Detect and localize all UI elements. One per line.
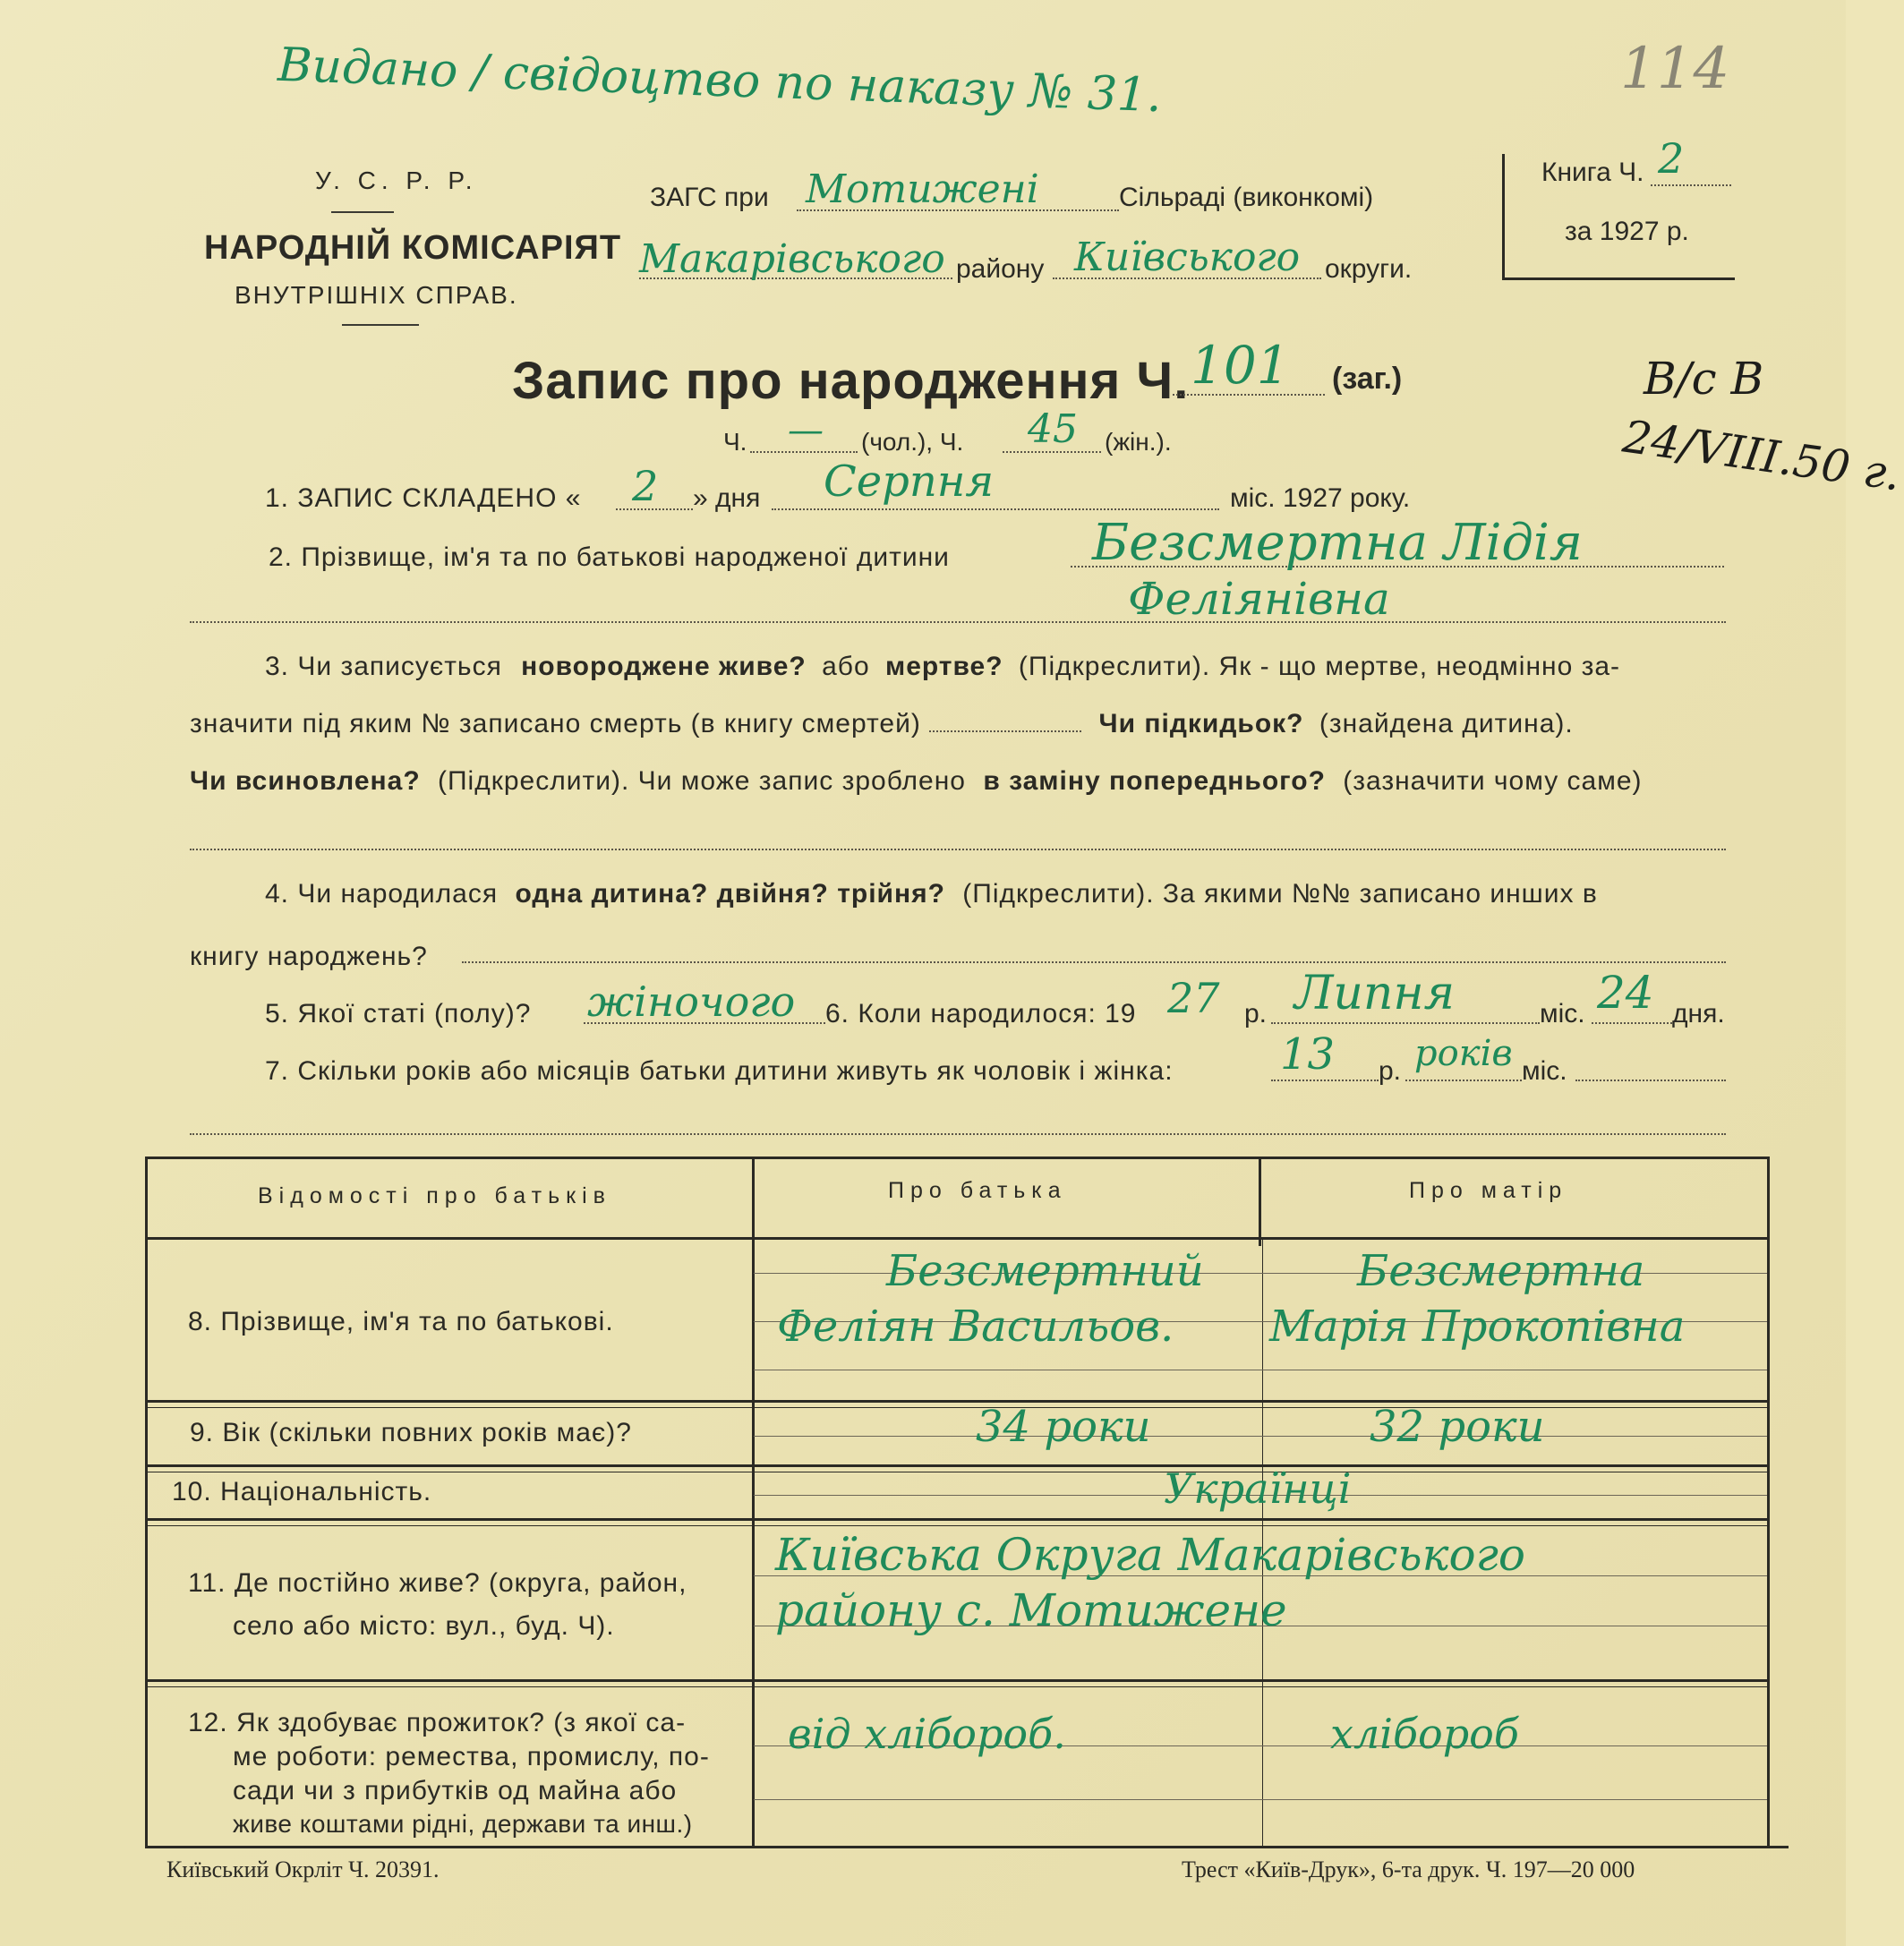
q6-day-value: 24 — [1597, 967, 1654, 1019]
zags-suffix: Сільраді (виконкомі) — [1119, 183, 1374, 212]
row-9-label: 9. Вік (скільки повних років має)? — [190, 1418, 632, 1447]
q4-line2: книгу народжень? — [190, 942, 428, 971]
row-8-label: 8. Прізвище, ім'я та по батькові. — [188, 1307, 614, 1336]
q7-label: 7. Скільки років або місяців батьки дитини живуть як чоловік і жінка: — [265, 1056, 1174, 1086]
book-year: за 1927 р. — [1565, 217, 1689, 246]
q1-day: 2 — [632, 462, 659, 510]
mother-surname: Безсмертна — [1357, 1246, 1645, 1296]
q3-replacement: в заміну попереднього? — [983, 766, 1326, 796]
mother-age: 32 роки — [1370, 1402, 1545, 1452]
row-10-label: 10. Національність. — [172, 1477, 432, 1506]
row-11-label-1: 11. Де постійно живе? (округа, район, — [188, 1568, 687, 1598]
record-title: Запис про народження Ч. — [512, 352, 1190, 410]
q3-replacement-note: (зазначити чому саме) — [1343, 766, 1643, 796]
q3-text-alive: новороджене живе? — [521, 652, 807, 681]
row-12-label-4: живе коштами рідні, держави та инш.) — [233, 1810, 693, 1838]
district-value: Макарівського — [639, 236, 945, 282]
q3-foundling: Чи підкидьок? — [1098, 709, 1304, 738]
book-number: 2 — [1658, 134, 1685, 183]
residence-line-2: району с. Мотижене — [775, 1584, 1287, 1636]
q6-r: р. — [1244, 999, 1268, 1028]
female-suffix: (жін.). — [1105, 428, 1172, 456]
q6-month-value: Липня — [1294, 967, 1456, 1020]
q2-label: 2. Прізвище, ім'я та по батькові народженої дитини — [269, 542, 950, 572]
record-suffix: (заг.) — [1332, 362, 1403, 396]
q4-text-2: (Підкреслити). За якими №№ записано инших в — [962, 879, 1598, 909]
row-12-label-2: ме роботи: ремества, промислу, по- — [233, 1742, 710, 1771]
q3-line2-text: значити під яким № записано смерть (в книгу смертей) — [190, 709, 921, 738]
q7-mis: міс. — [1522, 1056, 1567, 1086]
okrug-value: Київського — [1074, 235, 1301, 280]
table-header-info: Відомості про батьків — [258, 1183, 611, 1208]
table-header-father: Про батька — [888, 1178, 1067, 1203]
mother-name: Марія Прокопівна — [1269, 1302, 1686, 1352]
q2-child-name: Безсмертна Лідія — [1092, 514, 1583, 572]
q3-foundling-note: (знайдена дитина). — [1319, 709, 1574, 738]
q5-label: 5. Якої статі (полу)? — [265, 999, 532, 1028]
q1-month: Серпня — [824, 457, 995, 507]
q6-year-value: 27 — [1167, 974, 1220, 1022]
father-name: Феліян Васильов. — [777, 1302, 1174, 1352]
q3-text-2: (Підкреслити). Як - що мертве, неодмінно за- — [1018, 652, 1621, 681]
okrug-label: округи. — [1325, 254, 1413, 284]
record-number: 101 — [1191, 335, 1290, 396]
q1-suffix: міс. 1927 року. — [1230, 483, 1411, 513]
female-count: 45 — [1028, 406, 1078, 452]
q6-label: 6. Коли народилося: 19 — [825, 999, 1137, 1028]
side-note-2: 24/VIII.50 г. — [1619, 410, 1904, 501]
page-number: 114 — [1620, 36, 1730, 102]
footer-right: Трест «Київ-Друк», 6-та друк. Ч. 197—20 000 — [1182, 1856, 1635, 1882]
side-note-1: В/с В — [1644, 353, 1764, 405]
row-12-label-1: 12. Як здобуває прожиток? (з якої са- — [188, 1708, 687, 1737]
q7-r: р. — [1379, 1056, 1402, 1086]
q2-child-patronymic: Феліянівна — [1128, 573, 1390, 625]
q6-mis: міс. — [1540, 999, 1585, 1028]
q3-text-or: або — [822, 652, 870, 681]
q5-sex-value: жіночого — [587, 977, 796, 1026]
q1-prefix: 1. ЗАПИС СКЛАДЕНО « — [265, 483, 582, 513]
zags-prefix: ЗАГС при — [650, 183, 769, 212]
q1-mid: » дня — [693, 483, 761, 513]
commissariat-title: НАРОДНІЙ КОМІСАРІЯТ — [204, 229, 622, 267]
q3-text-dead: мертве? — [885, 652, 1003, 681]
male-label: Ч. — [723, 428, 747, 456]
q4-options: одна дитина? двійня? трійня? — [515, 879, 945, 909]
father-surname: Безсмертний — [886, 1246, 1204, 1296]
q3-line3-text: (Підкреслити). Чи може запис зроблено — [438, 766, 966, 796]
male-count: — — [788, 410, 824, 451]
nationality-value: Українці — [1164, 1464, 1352, 1513]
mother-occupation: хлібороб — [1330, 1710, 1519, 1758]
ussr-label: У. С. Р. Р. — [315, 166, 478, 194]
q3-text-1: 3. Чи записується — [265, 652, 502, 681]
male-suffix: (чол.), Ч. — [861, 428, 964, 456]
q4-text-1: 4. Чи народилася — [265, 879, 499, 909]
q3-adopted: Чи всиновлена? — [190, 766, 421, 796]
commissariat-subtitle: ВНУТРІШНІХ СПРАВ. — [235, 281, 518, 309]
zags-village-value: Мотижені — [806, 166, 1039, 212]
district-label: району — [956, 254, 1045, 284]
header-handwritten-note: Видано / свідоцтво по наказу № 31. — [277, 38, 1163, 124]
row-11-label-2: село або місто: вул., буд. Ч). — [233, 1611, 615, 1641]
q7-years-value: 13 — [1280, 1029, 1336, 1080]
father-occupation: від хлібороб. — [788, 1710, 1066, 1758]
q7-months-value: років — [1414, 1033, 1513, 1074]
father-age: 34 роки — [976, 1402, 1151, 1452]
q6-dnya: дня. — [1672, 999, 1725, 1028]
residence-line-1: Київська Округа Макарівського — [775, 1529, 1525, 1581]
row-12-label-3: сади чи з прибутків од майна або — [233, 1776, 678, 1805]
footer-left: Київський Окрліт Ч. 20391. — [166, 1856, 440, 1882]
book-label: Книга Ч. — [1541, 158, 1644, 187]
table-header-mother: Про матір — [1409, 1178, 1568, 1203]
